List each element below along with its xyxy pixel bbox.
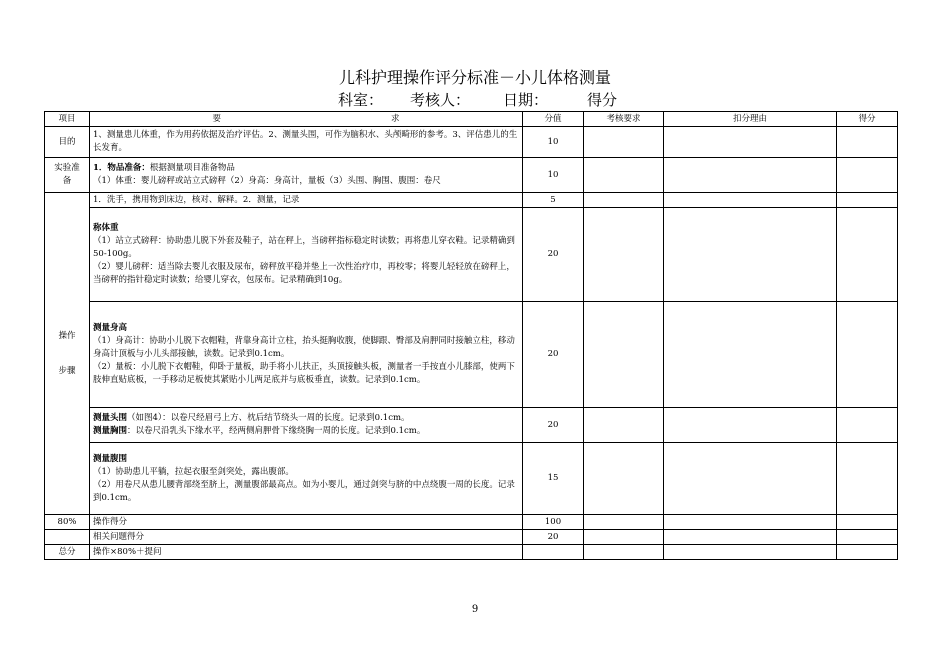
cell-reason bbox=[664, 193, 837, 208]
height-points: 20 bbox=[523, 302, 584, 408]
cell-reason bbox=[664, 530, 837, 545]
cell-reason bbox=[664, 127, 837, 158]
total-label: 总分 bbox=[45, 545, 90, 560]
head-chest-text: 测量头围（如图4）：以卷尺经眉弓上方、枕后结节绕头一周的长度。记录到0.1cm。 测量胸围：以卷尺沿乳头下缘水平，经两侧肩胛骨下缘绕胸一周的长度。记录到0.1cm。 bbox=[90, 408, 523, 443]
purpose-text: 1、测量患儿体重，作为用药依据及治疗评估。2、测量头围，可作为脑积水、头颅畸形的参考。3、评估患儿的生长发育。 bbox=[90, 127, 523, 158]
cell-reason bbox=[664, 302, 837, 408]
cell-exam bbox=[584, 530, 664, 545]
col-points: 分值 bbox=[523, 112, 584, 127]
cell-score bbox=[837, 515, 898, 530]
examiner-label: 考核人： bbox=[410, 91, 471, 109]
prep-points: 10 bbox=[523, 158, 584, 193]
cell-reason bbox=[664, 545, 837, 560]
table-row bbox=[45, 530, 898, 545]
table-row bbox=[45, 443, 898, 515]
cell-score bbox=[837, 302, 898, 408]
scoring-table bbox=[44, 111, 898, 560]
cell-empty bbox=[45, 530, 90, 545]
table-row bbox=[45, 127, 898, 158]
cell-exam bbox=[584, 515, 664, 530]
row-label-prep: 实验准 备 bbox=[45, 158, 90, 193]
purpose-points: 10 bbox=[523, 127, 584, 158]
col-requirements: 要 求 bbox=[90, 112, 523, 127]
table-header-row bbox=[45, 112, 898, 127]
cell-score bbox=[837, 545, 898, 560]
cell-score bbox=[837, 408, 898, 443]
cell-exam bbox=[584, 158, 664, 193]
col-item: 项目 bbox=[45, 112, 90, 127]
cell-score bbox=[837, 193, 898, 208]
cell-reason bbox=[664, 443, 837, 515]
header-fields bbox=[0, 89, 950, 111]
date-label: 日期： bbox=[503, 91, 549, 109]
height-text: 测量身高 （1）身高计：协助小儿脱下衣帽鞋，背靠身高计立柱，抬头挺胸收腹，使脚跟、臀部及肩胛同时接触立柱，移动身高计顶板与小儿头部接触，读数。记录到0.1cm。 （2）量板：小儿脱下衣帽鞋，仰卧于量板，助手将小儿扶正，头顶接触头板，测量者一手按直小儿膝部，使两下肢伸直贴底板，一手移动足板使其紧贴小儿两足底并与底板垂直，读数。记录到0.1cm。 bbox=[90, 302, 523, 408]
op-score-points: 100 bbox=[523, 515, 584, 530]
pct-label: 80% bbox=[45, 515, 90, 530]
dept-label: 科室： bbox=[338, 91, 384, 109]
table-row bbox=[45, 515, 898, 530]
page-number: 9 bbox=[471, 604, 479, 615]
table-row bbox=[45, 545, 898, 560]
table-row bbox=[45, 158, 898, 193]
page-title: 儿科护理操作评分标准－小儿体格测量 bbox=[338, 68, 611, 87]
cell-exam bbox=[584, 408, 664, 443]
cell-reason bbox=[664, 158, 837, 193]
related-label: 相关问题得分 bbox=[90, 530, 523, 545]
cell-points bbox=[523, 545, 584, 560]
abdomen-points: 15 bbox=[523, 443, 584, 515]
table-row bbox=[45, 408, 898, 443]
cell-exam bbox=[584, 193, 664, 208]
weight-points: 20 bbox=[523, 208, 584, 302]
col-reason: 扣分理由 bbox=[664, 112, 837, 127]
cell-reason bbox=[664, 208, 837, 302]
head-points: 20 bbox=[523, 408, 584, 443]
prep-text: 1．物品准备：根据测量项目准备物品 （1）体重：婴儿磅秤或站立式磅秤（2）身高：身高计，量板（3）头围、胸围、腹围：卷尺 bbox=[90, 158, 523, 193]
col-score: 得分 bbox=[837, 112, 898, 127]
op-score-label: 操作得分 bbox=[90, 515, 523, 530]
cell-exam bbox=[584, 302, 664, 408]
cell-exam bbox=[584, 443, 664, 515]
col-exam: 考核要求 bbox=[584, 112, 664, 127]
cell-score bbox=[837, 530, 898, 545]
table-row bbox=[45, 302, 898, 408]
cell-reason bbox=[664, 515, 837, 530]
score-label: 得分 bbox=[587, 91, 618, 109]
cell-score bbox=[837, 158, 898, 193]
abdomen-text: 测量腹围 （1）协助患儿平躺，拉起衣服至剑突处，露出腹部。 （2）用卷尺从患儿腰背部绕至脐上，测量腹部最高点。如为小婴儿，通过剑突与脐的中点绕腹一周的长度。记录到0.1cm。 bbox=[90, 443, 523, 515]
weight-text: 称体重 （1）站立式磅秤：协助患儿脱下外套及鞋子，站在秤上，当磅秤指标稳定时读数；再将患儿穿衣鞋。记录精确到50-100g。 （2）婴儿磅秤：适当除去婴儿衣服及尿布，磅秤放平稳并垫上一次性治疗巾，再校零；将婴儿轻轻放在磅秤上，当磅秤的指针稳定时读数；给婴儿穿衣，包尿布。记录精确到10g。 bbox=[90, 208, 523, 302]
step1-points: 5 bbox=[523, 193, 584, 208]
cell-score bbox=[837, 208, 898, 302]
row-label-operation: 操作 步骤 bbox=[45, 193, 90, 515]
cell-exam bbox=[584, 127, 664, 158]
cell-reason bbox=[664, 408, 837, 443]
step1-text: 1．洗手，携用物到床边，核对、解释。2．测量，记录 bbox=[90, 193, 523, 208]
row-label-purpose: 目的 bbox=[45, 127, 90, 158]
table-row bbox=[45, 193, 898, 208]
cell-exam bbox=[584, 208, 664, 302]
related-points: 20 bbox=[523, 530, 584, 545]
cell-score bbox=[837, 443, 898, 515]
cell-exam bbox=[584, 545, 664, 560]
cell-score bbox=[837, 127, 898, 158]
table-row bbox=[45, 208, 898, 302]
total-formula: 操作×80%＋提问 bbox=[90, 545, 523, 560]
